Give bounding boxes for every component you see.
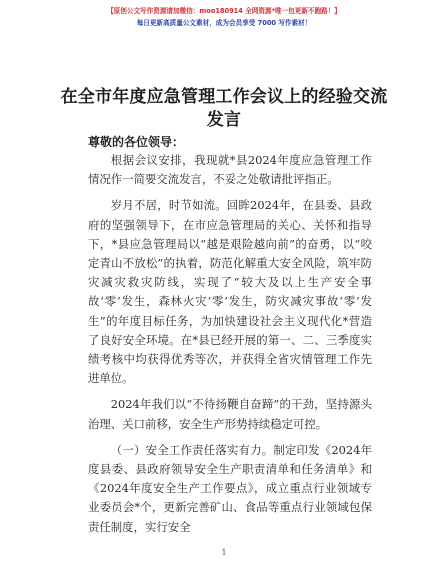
- promo-banner-line-1: 【原创公文写作资源请加微信：moo180914 全网资源*唯一包更新不跑路！】: [107, 7, 341, 15]
- paragraph: （一）安全工作责任落实有力。制定印发《2024年度县委、县政府领导安全生产职责清单和任务清单》和《2024年度安全生产工作要点》，成立重点行业领域专业委员会*个，更新完善矿山、食品等重点行业领域包保责任制度，实行安全: [88, 442, 372, 534]
- salutation: 尊敬的各位领导：: [88, 135, 185, 149]
- document-body: [88, 151, 372, 544]
- page-number: 1: [221, 548, 227, 557]
- promo-banner: [0, 6, 448, 29]
- promo-banner-line-2: 每日更新高质量公文素材，成为会员享受 7000 写作素材！: [136, 19, 312, 27]
- paragraph: 岁月不居，时节如流。回眸2024年，在县委、县政府的坚强领导下，在市应急管理局的关心、关怀和指导下，*县应急管理局以“越是艰险越向前”的奋勇，以“咬定青山不放松”的执着，防范化解重大安全风险，筑牢防灾减灾救灾防线，实现了“较大及以上生产安全事故‘零’发生，森林火灾‘零’发生，防灾减灾事故‘零’发生”的年度目标任务，为加快建设社会主义现代化*营造了良好安全环境。在*县已经开展的第一、二、三季度实绩考核中均获得优秀等次，并获得全省灾情管理工作先进单位。: [88, 198, 372, 386]
- document-title: 在全市年度应急管理工作会议上的经验交流发言: [60, 87, 388, 130]
- paragraph: 2024年我们以“不待扬鞭自奋蹄”的干劲，坚持源头治理、关口前移，安全生产形势持续稳定可控。: [88, 397, 372, 431]
- paragraph: 根据会议安排，我现就*县2024年度应急管理工作情况作一简要交流发言，不妥之处敬请批评指正。: [88, 153, 372, 187]
